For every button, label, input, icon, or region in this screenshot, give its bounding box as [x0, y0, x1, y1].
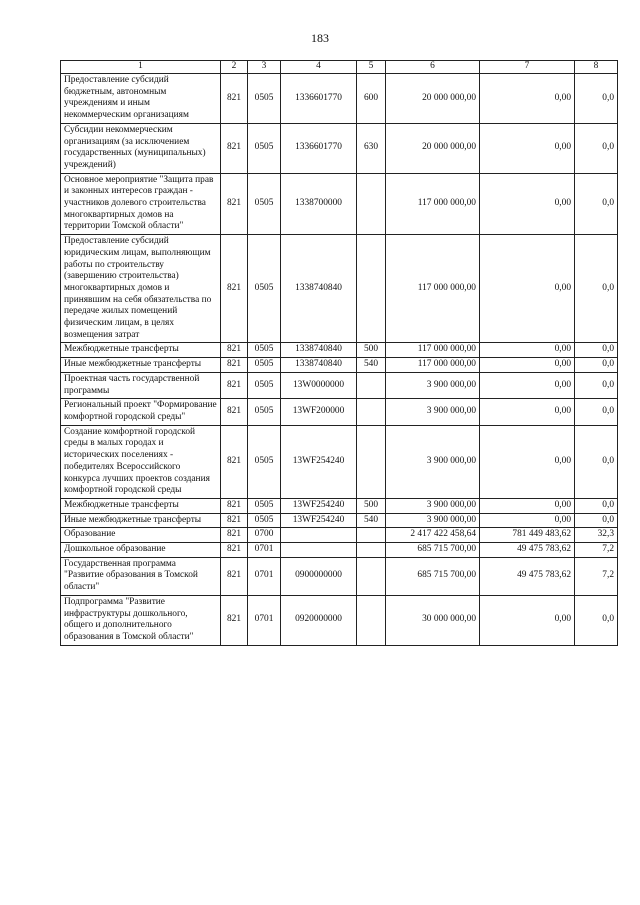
expense-type-cell: 630 — [357, 123, 386, 173]
executed-amount-cell: 0,00 — [480, 74, 575, 124]
percent-cell: 0,0 — [575, 399, 618, 425]
percent-cell: 0,0 — [575, 358, 618, 373]
target-article-cell: 13W0000000 — [281, 372, 357, 398]
expense-type-cell — [357, 399, 386, 425]
row-name-cell: Региональный проект "Формирование комфортной городской среды" — [61, 399, 221, 425]
target-article-cell: 0920000000 — [281, 595, 357, 645]
admin-code-cell: 821 — [221, 173, 248, 235]
section-code-cell: 0505 — [248, 173, 281, 235]
plan-amount-cell: 685 715 700,00 — [386, 557, 480, 595]
executed-amount-cell: 781 449 483,62 — [480, 528, 575, 543]
plan-amount-cell: 685 715 700,00 — [386, 543, 480, 558]
plan-amount-cell: 3 900 000,00 — [386, 372, 480, 398]
percent-cell: 0,0 — [575, 173, 618, 235]
section-code-cell: 0701 — [248, 557, 281, 595]
target-article-cell: 1336601770 — [281, 74, 357, 124]
admin-code-cell: 821 — [221, 595, 248, 645]
percent-cell: 0,0 — [575, 595, 618, 645]
executed-amount-cell: 0,00 — [480, 123, 575, 173]
row-name-cell: Иные межбюджетные трансферты — [61, 513, 221, 528]
admin-code-cell: 821 — [221, 543, 248, 558]
target-article-cell: 1336601770 — [281, 123, 357, 173]
plan-amount-cell: 3 900 000,00 — [386, 513, 480, 528]
column-header: 3 — [248, 61, 281, 74]
table-row — [61, 595, 618, 645]
section-code-cell: 0505 — [248, 498, 281, 513]
table-row — [61, 235, 618, 343]
section-code-cell: 0505 — [248, 235, 281, 343]
row-name-cell: Проектная часть государственной программы — [61, 372, 221, 398]
admin-code-cell: 821 — [221, 123, 248, 173]
plan-amount-cell: 117 000 000,00 — [386, 343, 480, 358]
expense-type-cell — [357, 557, 386, 595]
expense-type-cell: 540 — [357, 513, 386, 528]
plan-amount-cell: 20 000 000,00 — [386, 123, 480, 173]
plan-amount-cell: 117 000 000,00 — [386, 358, 480, 373]
section-code-cell: 0505 — [248, 513, 281, 528]
plan-amount-cell: 30 000 000,00 — [386, 595, 480, 645]
executed-amount-cell: 0,00 — [480, 498, 575, 513]
table-row — [61, 557, 618, 595]
plan-amount-cell: 117 000 000,00 — [386, 173, 480, 235]
section-code-cell: 0505 — [248, 123, 281, 173]
header-row — [61, 61, 618, 74]
table-row — [61, 343, 618, 358]
target-article-cell: 13WF254240 — [281, 425, 357, 498]
percent-cell: 0,0 — [575, 74, 618, 124]
plan-amount-cell: 20 000 000,00 — [386, 74, 480, 124]
percent-cell: 0,0 — [575, 425, 618, 498]
section-code-cell: 0701 — [248, 595, 281, 645]
table-row — [61, 74, 618, 124]
target-article-cell: 1338740840 — [281, 358, 357, 373]
expense-type-cell — [357, 595, 386, 645]
table-row — [61, 123, 618, 173]
admin-code-cell: 821 — [221, 513, 248, 528]
row-name-cell: Субсидии некоммерческим организациям (за исключением государственных (муниципальных) учреждений) — [61, 123, 221, 173]
executed-amount-cell: 0,00 — [480, 595, 575, 645]
target-article-cell: 0900000000 — [281, 557, 357, 595]
executed-amount-cell: 0,00 — [480, 372, 575, 398]
table-row — [61, 358, 618, 373]
admin-code-cell: 821 — [221, 557, 248, 595]
row-name-cell: Межбюджетные трансферты — [61, 343, 221, 358]
column-header: 6 — [386, 61, 480, 74]
column-header: 8 — [575, 61, 618, 74]
row-name-cell: Предоставление субсидий бюджетным, автономным учреждениям и иным некоммерческим организациям — [61, 74, 221, 124]
percent-cell: 0,0 — [575, 498, 618, 513]
expense-type-cell: 540 — [357, 358, 386, 373]
table-row — [61, 425, 618, 498]
target-article-cell — [281, 528, 357, 543]
percent-cell: 0,0 — [575, 123, 618, 173]
target-article-cell: 13WF254240 — [281, 513, 357, 528]
table-row — [61, 372, 618, 398]
admin-code-cell: 821 — [221, 74, 248, 124]
row-name-cell: Дошкольное образование — [61, 543, 221, 558]
percent-cell: 0,0 — [575, 235, 618, 343]
budget-table — [60, 60, 618, 646]
column-header: 7 — [480, 61, 575, 74]
executed-amount-cell: 0,00 — [480, 399, 575, 425]
table-body — [61, 61, 618, 646]
executed-amount-cell: 0,00 — [480, 173, 575, 235]
row-name-cell: Предоставление субсидий юридическим лицам, выполняющим работы по строительству (завершению строительства) многоквартирных домов и принявшим на себя обязательства по передаче жилых помещений физическим лицам, в целях возмещения затрат — [61, 235, 221, 343]
row-name-cell: Государственная программа "Развитие образования в Томской области" — [61, 557, 221, 595]
section-code-cell: 0700 — [248, 528, 281, 543]
percent-cell: 7,2 — [575, 543, 618, 558]
expense-type-cell — [357, 425, 386, 498]
target-article-cell: 1338740840 — [281, 235, 357, 343]
expense-type-cell: 600 — [357, 74, 386, 124]
admin-code-cell: 821 — [221, 358, 248, 373]
admin-code-cell: 821 — [221, 399, 248, 425]
section-code-cell: 0505 — [248, 74, 281, 124]
table-row — [61, 399, 618, 425]
row-name-cell: Подпрограмма "Развитие инфраструктуры дошкольного, общего и дополнительного образования в Томской области" — [61, 595, 221, 645]
row-name-cell: Создание комфортной городской среды в малых городах и исторических поселениях - победителях Всероссийского конкурса лучших проектов создания комфортной городской среды — [61, 425, 221, 498]
expense-type-cell — [357, 235, 386, 343]
executed-amount-cell: 0,00 — [480, 343, 575, 358]
percent-cell: 0,0 — [575, 343, 618, 358]
column-header: 2 — [221, 61, 248, 74]
column-header: 5 — [357, 61, 386, 74]
expense-type-cell: 500 — [357, 498, 386, 513]
plan-amount-cell: 3 900 000,00 — [386, 425, 480, 498]
target-article-cell: 13WF254240 — [281, 498, 357, 513]
target-article-cell: 1338700000 — [281, 173, 357, 235]
target-article-cell — [281, 543, 357, 558]
executed-amount-cell: 49 475 783,62 — [480, 543, 575, 558]
page-number: 183 — [311, 31, 329, 45]
table-row — [61, 173, 618, 235]
executed-amount-cell: 0,00 — [480, 513, 575, 528]
table-row — [61, 498, 618, 513]
table-row — [61, 528, 618, 543]
row-name-cell: Межбюджетные трансферты — [61, 498, 221, 513]
column-header: 1 — [61, 61, 221, 74]
section-code-cell: 0505 — [248, 343, 281, 358]
admin-code-cell: 821 — [221, 425, 248, 498]
column-header: 4 — [281, 61, 357, 74]
plan-amount-cell: 2 417 422 458,64 — [386, 528, 480, 543]
table-row — [61, 513, 618, 528]
admin-code-cell: 821 — [221, 343, 248, 358]
percent-cell: 32,3 — [575, 528, 618, 543]
table-row — [61, 543, 618, 558]
plan-amount-cell: 3 900 000,00 — [386, 399, 480, 425]
admin-code-cell: 821 — [221, 528, 248, 543]
expense-type-cell — [357, 372, 386, 398]
section-code-cell: 0505 — [248, 358, 281, 373]
percent-cell: 7,2 — [575, 557, 618, 595]
admin-code-cell: 821 — [221, 498, 248, 513]
section-code-cell: 0505 — [248, 399, 281, 425]
admin-code-cell: 821 — [221, 372, 248, 398]
plan-amount-cell: 3 900 000,00 — [386, 498, 480, 513]
expense-type-cell — [357, 528, 386, 543]
executed-amount-cell: 0,00 — [480, 425, 575, 498]
row-name-cell: Основное мероприятие "Защита прав и законных интересов граждан - участников долевого строительства многоквартирных домов на территории Томской области" — [61, 173, 221, 235]
section-code-cell: 0505 — [248, 425, 281, 498]
executed-amount-cell: 0,00 — [480, 235, 575, 343]
section-code-cell: 0505 — [248, 372, 281, 398]
plan-amount-cell: 117 000 000,00 — [386, 235, 480, 343]
row-name-cell: Образование — [61, 528, 221, 543]
percent-cell: 0,0 — [575, 372, 618, 398]
section-code-cell: 0701 — [248, 543, 281, 558]
percent-cell: 0,0 — [575, 513, 618, 528]
executed-amount-cell: 0,00 — [480, 358, 575, 373]
expense-type-cell: 500 — [357, 343, 386, 358]
expense-type-cell — [357, 173, 386, 235]
admin-code-cell: 821 — [221, 235, 248, 343]
executed-amount-cell: 49 475 783,62 — [480, 557, 575, 595]
target-article-cell: 13WF200000 — [281, 399, 357, 425]
target-article-cell: 1338740840 — [281, 343, 357, 358]
row-name-cell: Иные межбюджетные трансферты — [61, 358, 221, 373]
expense-type-cell — [357, 543, 386, 558]
